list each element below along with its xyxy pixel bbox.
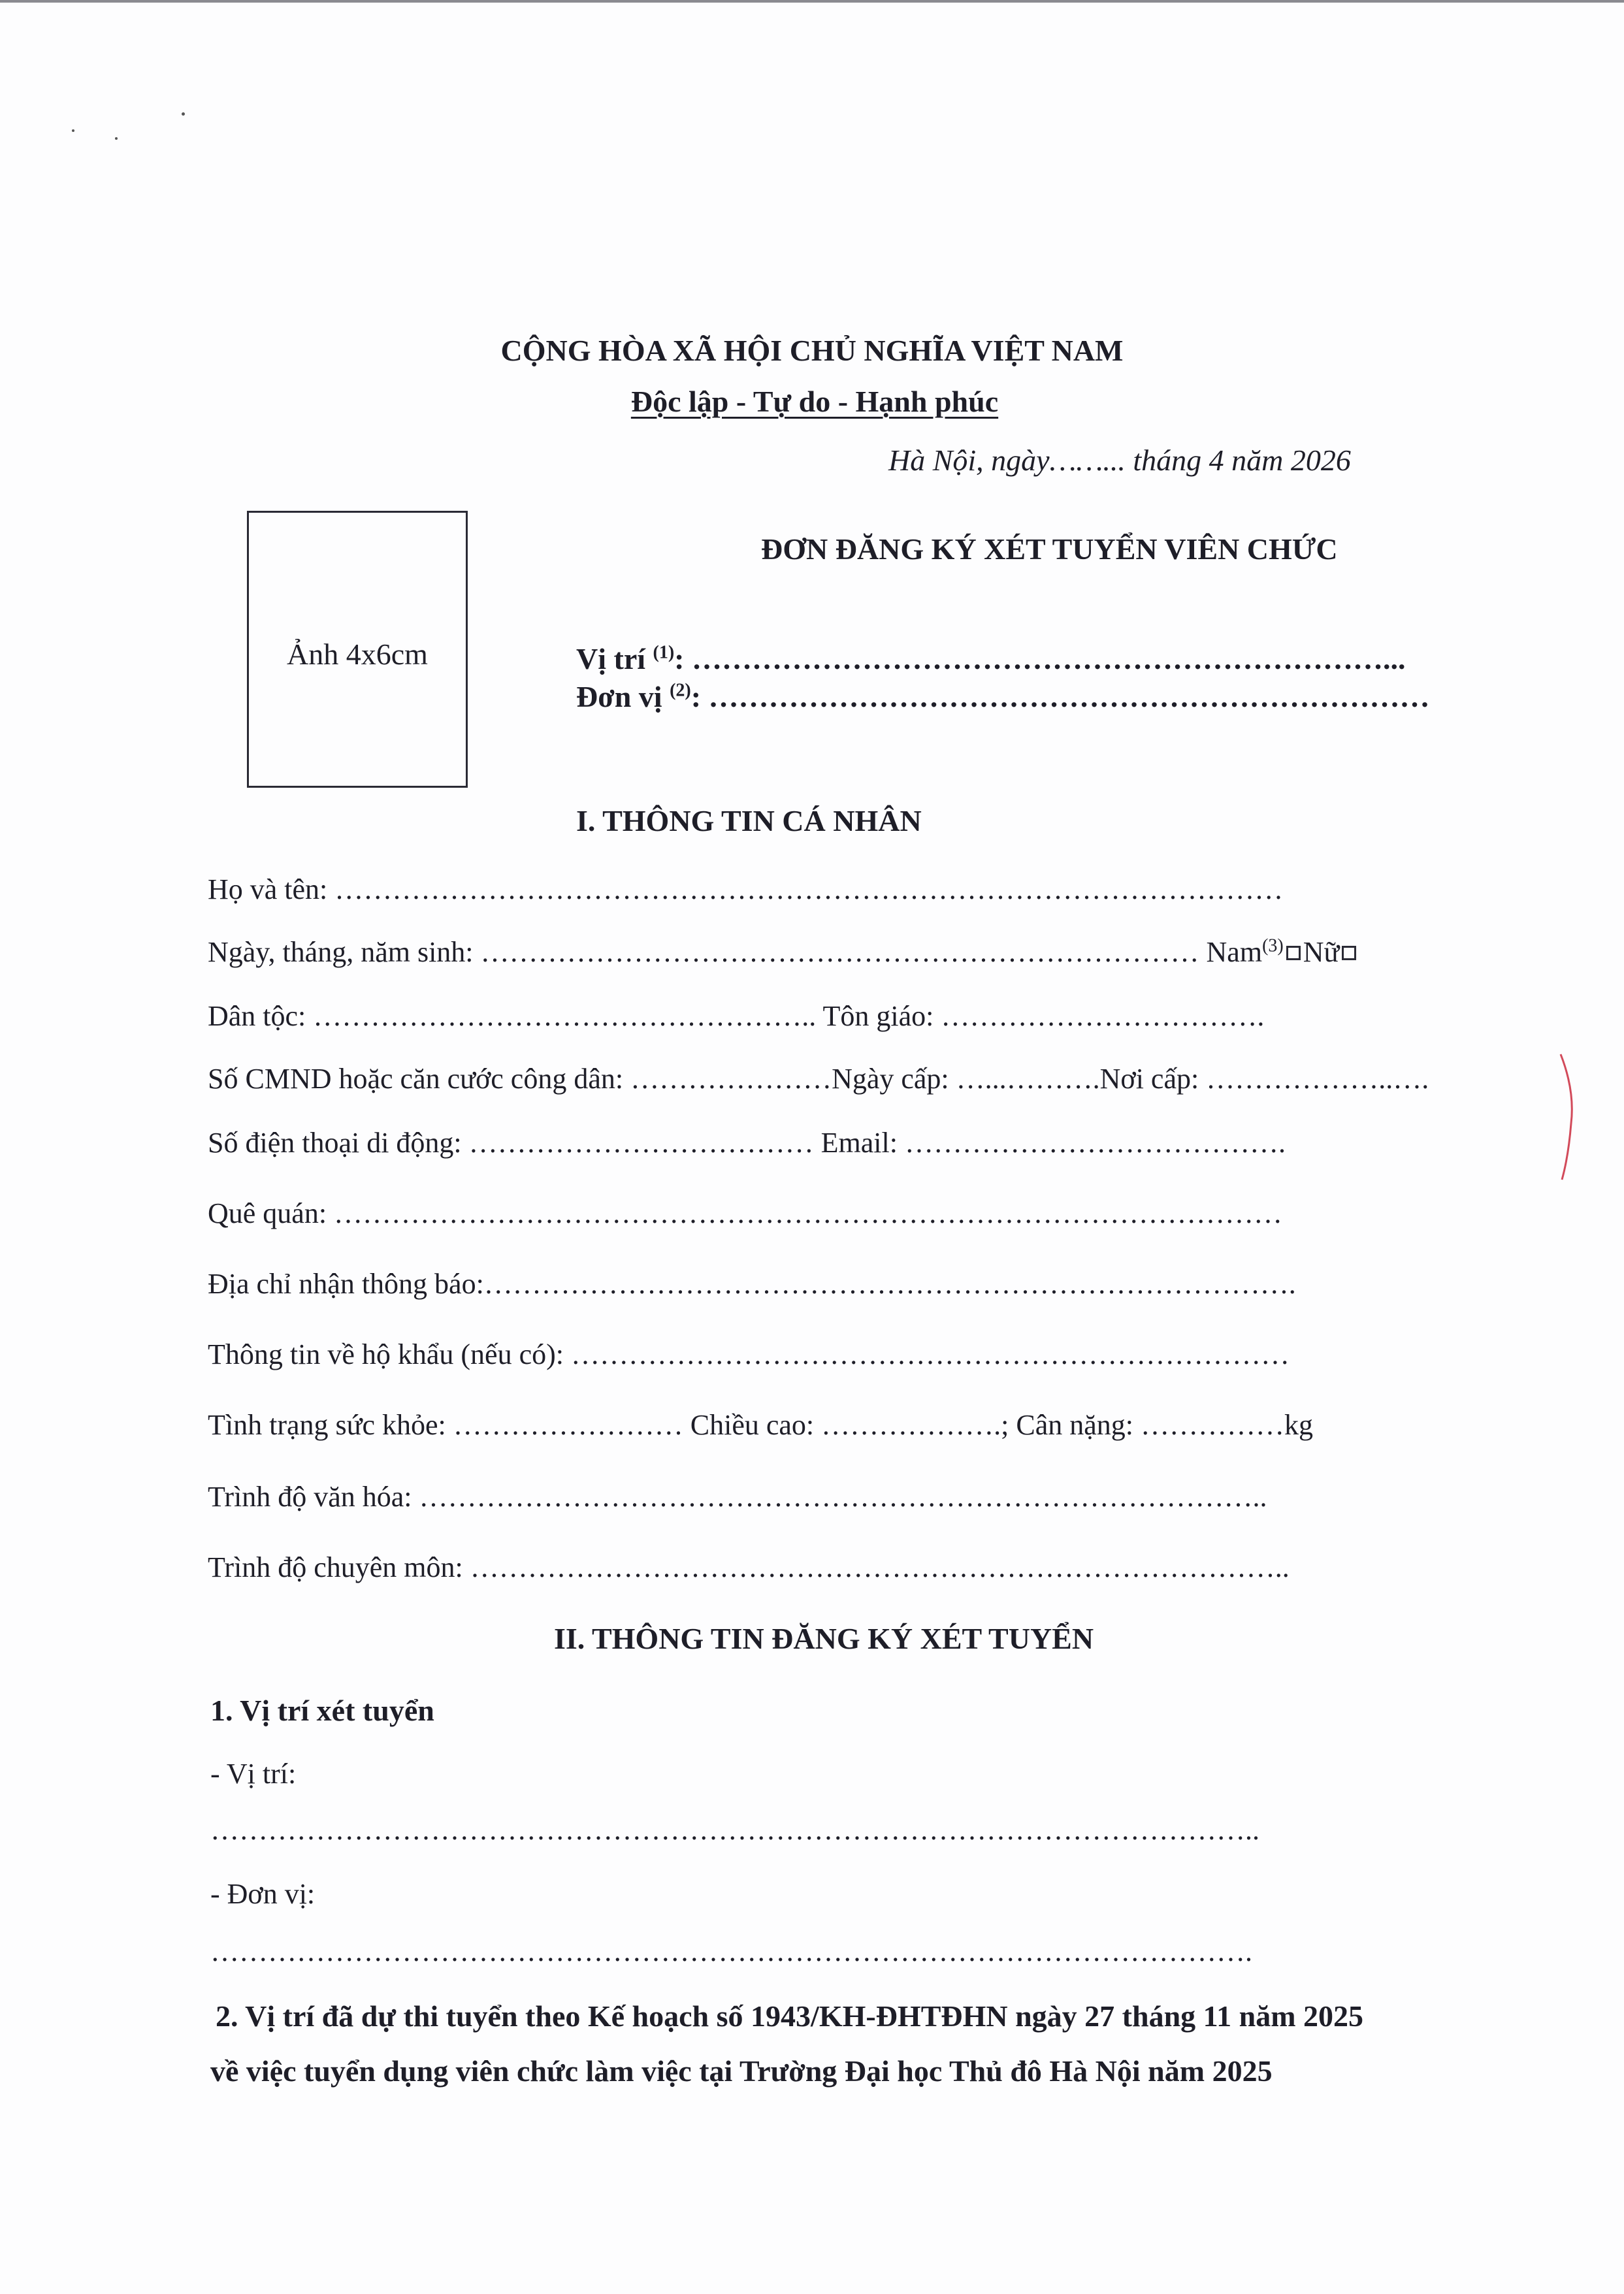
position-note: (1) (653, 642, 675, 663)
id-card-field[interactable]: Số CMND hoặc căn cước công dân: …………………Ngày cấp: …...……….Nơi cấp: ………………..…. (208, 1063, 1429, 1095)
education-field[interactable]: Trình độ văn hóa: …………………………………………………………………………….. (208, 1481, 1267, 1513)
motto: Độc lập - Tự do - Hạnh phúc (630, 385, 999, 418)
position-dots[interactable]: : ……………………………………………………………... (674, 642, 1406, 675)
photo-label: Ảnh 4x6cm (287, 638, 428, 671)
specialty-field[interactable]: Trình độ chuyên môn: ………………………………………………………………………….. (208, 1551, 1290, 1583)
section2-title: II. THÔNG TIN ĐĂNG KÝ XÉT TUYỂN (554, 1622, 1094, 1655)
page-top-edge (0, 0, 1624, 3)
full-name-field[interactable]: Họ và tên: ……………………………………………………………………………………… (208, 873, 1284, 905)
gender-note: (3) (1262, 935, 1284, 956)
unit-dots[interactable]: : ……………………………………………………………… (690, 680, 1430, 713)
photo-placeholder (247, 511, 468, 788)
address-field[interactable]: Địa chỉ nhận thông báo:…………………………………………………………………………. (208, 1268, 1296, 1300)
hometown-field[interactable]: Quê quán: ……………………………………………………………………………………… (208, 1197, 1283, 1229)
subsection-2-line1: 2. Vị trí đã dự thi tuyển theo Kế hoạch số 1943/KH-ĐHTĐHN ngày 27 tháng 11 năm 2025 (216, 1999, 1364, 2033)
unit-label: Đơn vị (576, 680, 662, 713)
health-field[interactable]: Tình trạng sức khỏe: …………………… Chiều cao: ……………….; Cân nặng: ……………kg (208, 1409, 1314, 1441)
subsection-2-line2: về việc tuyển dụng viên chức làm việc tại Trường Đại học Thủ đô Hà Nội năm 2025 (210, 2054, 1273, 2088)
position-label: Vị trí (576, 642, 646, 675)
unit-note: (2) (670, 680, 691, 701)
section2-unit-dots[interactable]: ………………………………………………………………………………………………. (210, 1935, 1252, 1967)
section1-title: I. THÔNG TIN CÁ NHÂN (576, 804, 922, 837)
nation-header: CỘNG HÒA XÃ HỘI CHỦ NGHĨA VIỆT NAM (500, 334, 1124, 367)
section2-unit-label: - Đơn vị: (210, 1878, 316, 1910)
position-field (576, 641, 1406, 676)
female-label: Nữ (1303, 936, 1340, 968)
male-checkbox[interactable] (1286, 946, 1301, 960)
section2-position-dots[interactable]: ……………………………………………………………………………………………….. (210, 1814, 1259, 1846)
red-pen-mark (1558, 1052, 1578, 1182)
scan-speck (182, 112, 185, 116)
household-field[interactable]: Thông tin về hộ khẩu (nếu có): ………………………………………………………………… (208, 1338, 1290, 1370)
scan-speck (72, 129, 74, 132)
subsection-1-title: 1. Vị trí xét tuyển (210, 1694, 434, 1727)
form-title: ĐƠN ĐĂNG KÝ XÉT TUYỂN VIÊN CHỨC (761, 532, 1338, 566)
scan-speck (115, 137, 118, 140)
dob-text: Ngày, tháng, năm sinh: ………………………………………………………………… Nam (208, 936, 1263, 968)
date-line: Hà Nội, ngày……... tháng 4 năm 2026 (888, 444, 1351, 477)
phone-email-field[interactable]: Số điện thoại di động: ……………………………… Email: …………………………………. (208, 1127, 1286, 1159)
female-checkbox[interactable] (1342, 946, 1356, 960)
dob-field[interactable] (208, 935, 1359, 969)
ethnicity-religion-field[interactable]: Dân tộc: …………………………………………….. Tôn giáo: ……………………………. (208, 1000, 1265, 1032)
unit-field (576, 679, 1430, 714)
section2-position-label: - Vị trí: (210, 1758, 297, 1790)
